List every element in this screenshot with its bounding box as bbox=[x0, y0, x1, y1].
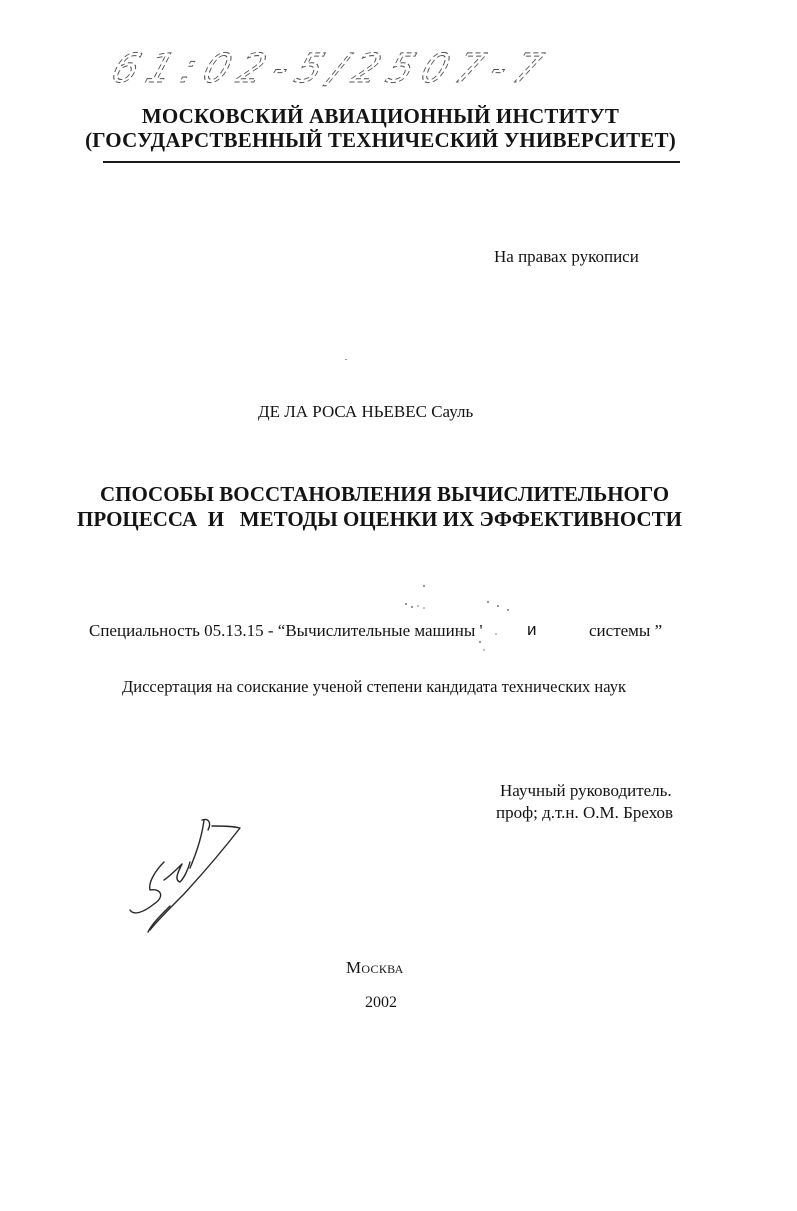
supervisor-name: проф; д.т.н. О.М. Брехов bbox=[496, 803, 674, 822]
header-divider bbox=[103, 161, 680, 163]
city-name: Москва bbox=[346, 958, 404, 977]
specialty-conjunction: и bbox=[527, 620, 537, 639]
thesis-title-line2: ПРОЦЕССА И МЕТОДЫ ОЦЕНКИ ИХ ЭФФЕКТИВНОСТИ bbox=[77, 507, 682, 531]
dissertation-degree-line: Диссертация на соискание ученой степени кандидата технических наук bbox=[122, 677, 626, 696]
handwritten-archive-number bbox=[105, 42, 558, 94]
scan-speck bbox=[345, 359, 347, 360]
author-name: ДЕ ЛА РОСА НЬЕВЕС Сауль bbox=[258, 402, 474, 421]
specialty-line: Специальность 05.13.15 - “Вычислительные машины ' bbox=[89, 621, 483, 640]
year: 2002 bbox=[365, 994, 397, 1011]
specialty-end: системы ” bbox=[589, 621, 663, 640]
archive-number-text: 61:02-5/2507-7 bbox=[105, 44, 558, 92]
handwritten-signature bbox=[120, 810, 260, 940]
manuscript-rights-note: На правах рукописи bbox=[494, 247, 639, 266]
supervisor-label: Научный руководитель. bbox=[500, 781, 672, 800]
scan-noise-marks bbox=[400, 584, 520, 656]
thesis-title-line1: СПОСОБЫ ВОССТАНОВЛЕНИЯ ВЫЧИСЛИТЕЛЬНОГО bbox=[99, 482, 670, 506]
institute-name-line1: МОСКОВСКИЙ АВИАЦИОННЫЙ ИНСТИТУТ bbox=[141, 104, 620, 128]
institute-name-line2: (ГОСУДАРСТВЕННЫЙ ТЕХНИЧЕСКИЙ УНИВЕРСИТЕТ) bbox=[85, 128, 676, 152]
